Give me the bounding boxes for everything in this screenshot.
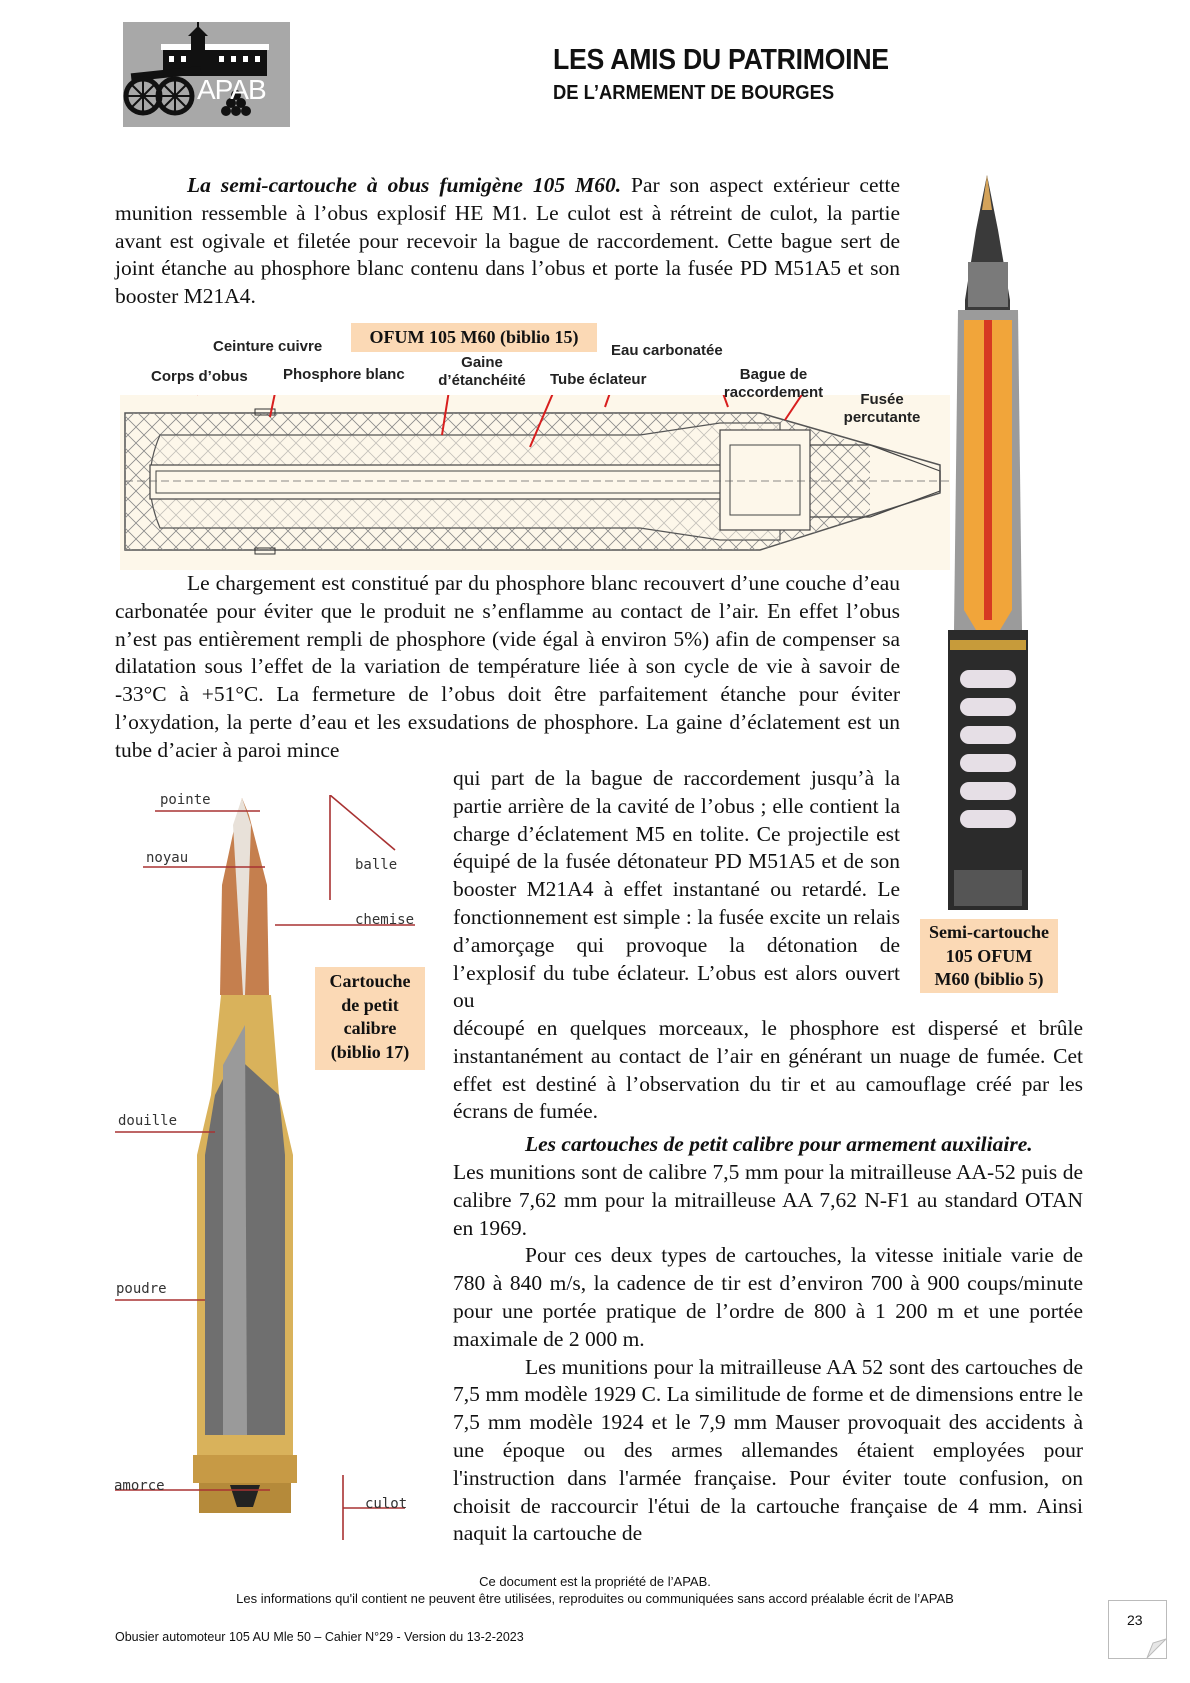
- intro-paragraph: [115, 172, 900, 311]
- label-pointe: pointe: [160, 792, 211, 808]
- page-number-box: [1108, 1600, 1167, 1659]
- ofum-cutaway-drawing: [120, 395, 950, 570]
- header-title: LES AMIS DU PATRIMOINE: [553, 44, 889, 76]
- label-corps-obus: Corps d’obus: [151, 368, 248, 385]
- logo-text: APAB: [197, 74, 266, 105]
- section2-p1: Les munitions sont de calibre 7,5 mm pour la mitrailleuse AA-52 puis de calibre 7,62 mm pour la mitrailleuse AA 7,62 N-F1 au standard OTAN en 1969.: [453, 1159, 1083, 1240]
- label-amorce: amorce: [114, 1478, 165, 1494]
- label-noyau: noyau: [146, 850, 189, 866]
- label-gaine-etancheite: Gaine d’étanchéité: [438, 354, 526, 389]
- label-fusee-percutante: Fusée percutante: [843, 391, 921, 426]
- intro-lead: La semi-cartouche à obus fumigène 105 M60.: [187, 173, 622, 197]
- label-bague-raccordement: Bague de raccordement: [723, 366, 824, 401]
- paragraph-gaine-continued: qui part de la bague de raccordement jusqu’à la partie arrière de la cavité de l’obus ; elle contient la charge d’éclatement M5 en tolite. Ce projectile est équipé de la fusée détonateur PD M51A5 et de son booster M21A4 à effet instantané ou retardé. Le fonctionnement est simple : la fusée excite un relais d’amorçage qui provoque la détonation de l’explosif du tube éclateur. L’obus est alors ouvert ou: [453, 766, 900, 1013]
- page-number: 23: [1127, 1612, 1143, 1628]
- label-ceinture-cuivre: Ceinture cuivre: [213, 338, 323, 355]
- footer-document-ref: Obusier automoteur 105 AU Mle 50 – Cahier N°29 - Version du 13-2-2023: [115, 1630, 524, 1644]
- label-culot: culot: [365, 1496, 408, 1512]
- cartridge-leader-lines: [115, 795, 435, 1565]
- label-tube-eclateur: Tube éclateur: [550, 371, 647, 388]
- page-curl-icon: [1109, 1601, 1166, 1658]
- header-subtitle: DE L’ARMEMENT DE BOURGES: [553, 82, 835, 104]
- label-balle: balle: [355, 857, 398, 873]
- ofum-caption: OFUM 105 M60 (biblio 15): [351, 323, 597, 352]
- label-poudre: poudre: [116, 1281, 167, 1297]
- intro-text: Par son aspect extérieur cette munition ressemble à l’obus explosif HE M1. Le culot est à rétreint de culot, la partie avant est ogivale et filetée pour recevoir la bague de raccordement. Cette bague sert de joint étanche au phosphore blanc contenu dans l’obus et porte la fusée PD M51A5 et son booster M21A4.: [115, 173, 900, 309]
- section2-title: Les cartouches de petit calibre pour armement auxiliaire.: [525, 1132, 1033, 1157]
- label-eau-carbonatee: Eau carbonatée: [611, 342, 723, 359]
- paragraph-chargement: Le chargement est constitué par du phosphore blanc recouvert d’une couche d’eau carbonatée pour éviter que le produit ne s’enflamme au contact de l’air. En effet l’obus n’est pas entièrement rempli de phosphore (vide égal à environ 5%) afin de compenser sa dilatation sous l’effet de la variation de température liée à son cycle de vie à savoir de -33°C à +51°C. La fermeture de l’obus doit être parfaitement étanche pour éviter l’oxydation, la perte d’eau et les exsudations de phosphore. La gaine d’éclatement est un tube d’acier à paroi mince: [115, 571, 900, 762]
- label-phosphore-blanc: Phosphore blanc: [283, 366, 405, 383]
- semi-cartouche-photo: [940, 170, 1035, 915]
- section2-p2: Pour ces deux types de cartouches, la vitesse initiale varie de 780 à 840 m/s, la cadence de tir est d’environ 700 à 900 coups/minute pour une portée pratique de l’ordre de 800 à 1 200 m et une portée maximale de 2 000 m.: [453, 1243, 1083, 1351]
- footer-notice: Ce document est la propriété de l’APAB. Les informations qu'il contient ne peuvent être utilisées, reproduites ou communiquées sans accord préalable écrit de l’APAB: [236, 1574, 954, 1606]
- semi-cartouche-caption: Semi-cartouche 105 OFUM M60 (biblio 5): [920, 919, 1058, 993]
- label-douille: douille: [118, 1113, 178, 1129]
- paragraph-section2: découpé en quelques morceaux, le phosphore est dispersé et brûle instantanément au contact de l’air en générant un nuage de fumée. Cet effet est destiné à l’observation du tir et au camouflage créé par les écrans de fumée. Les cartouches de petit calibre pour armement auxiliaire. Les munitions sont de calibre 7,5 mm pour la mitrailleuse AA-52 puis de calibre 7,62 mm pour la mitrailleuse AA 7,62 N-F1 au standard OTAN en 1969. Pour ces deux types de cartouches, la vitesse initiale varie de 780 à 840 m/s, la cadence de tir est d’environ 700 à 900 coups/minute pour une portée pratique de l’ordre de 800 à 1 200 m et une portée maximale de 2 000 m. Les munitions pour la mitrailleuse AA 52 sont des cartouches de 7,5 mm modèle 1929 C. La similitude de forme et de dimensions entre le 7,5 mm modèle 1924 et le 7,9 mm Mauser provoquait des accidents à une époque ou des armes allemandes étaient employées pour l'instruction dans l'armée française. Pour éviter toute confusion, on choisit de raccourcir l'étui de la cartouche française de 4 mm. Ainsi naquit la cartouche de: [453, 1015, 1083, 1548]
- apab-logo: [123, 22, 290, 127]
- label-chemise: chemise: [355, 912, 415, 928]
- section2-p3: Les munitions pour la mitrailleuse AA 52 sont des cartouches de 7,5 mm modèle 1929 C. La similitude de forme et de dimensions entre le 7,5 mm modèle 1924 et le 7,9 mm Mauser provoquait des accidents à une époque ou des armes allemandes étaient employées pour l'instruction dans l'armée française. Pour éviter toute confusion, on choisit de raccourcir l'étui de la cartouche française de 4 mm. Ainsi naquit la cartouche de: [453, 1354, 1083, 1546]
- cartridge-caption: Cartouche de petit calibre (biblio 17): [315, 967, 425, 1070]
